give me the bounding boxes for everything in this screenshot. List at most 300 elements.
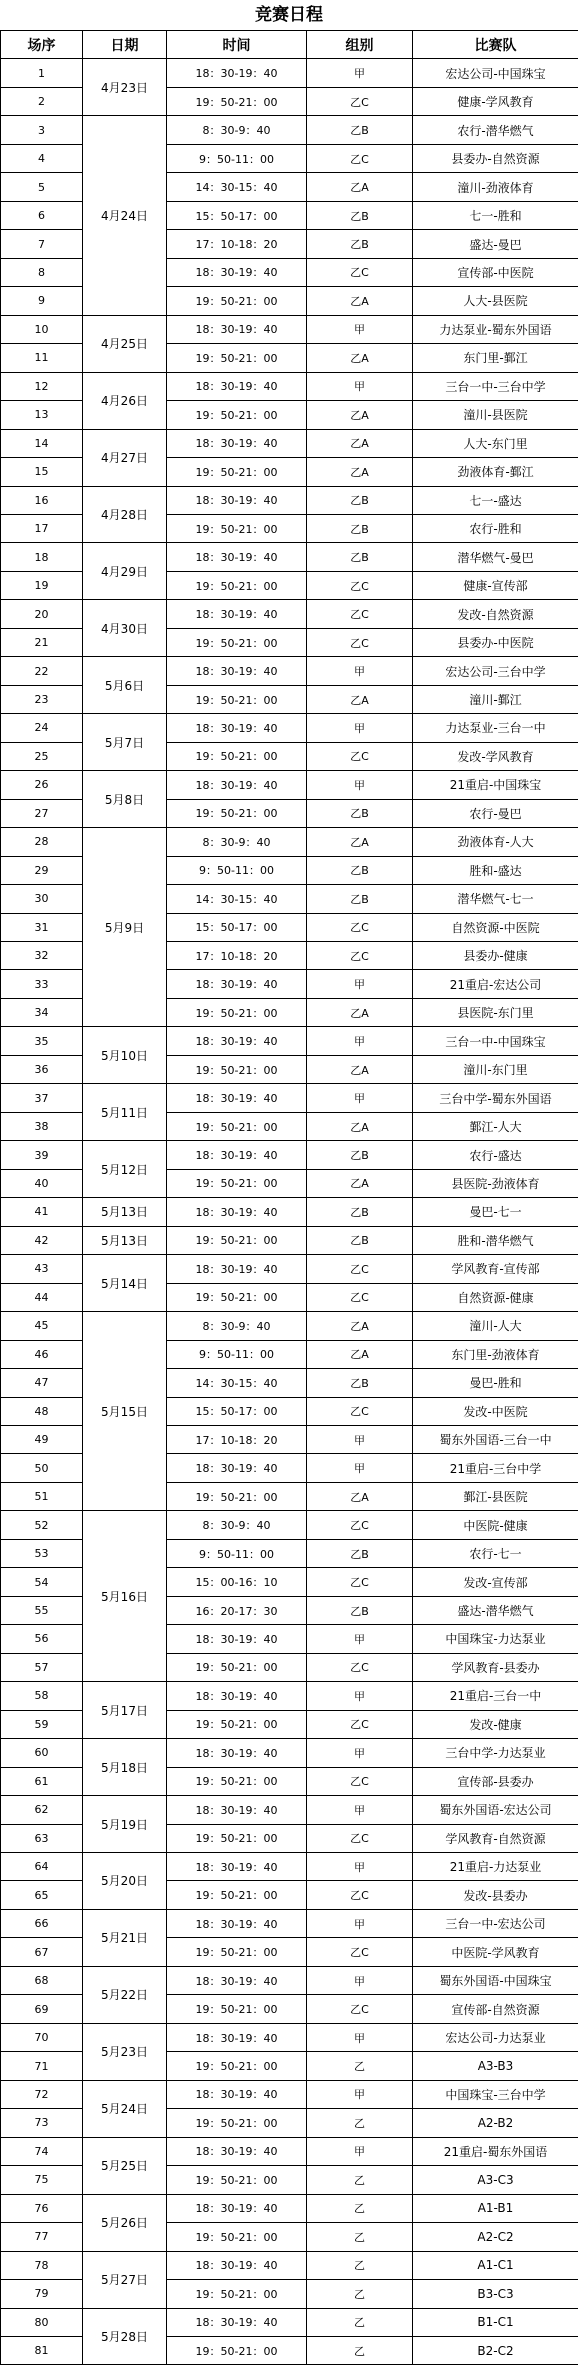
match-number: 58 xyxy=(1,1682,83,1710)
table-row xyxy=(1,116,578,144)
table-row xyxy=(1,828,578,856)
match-time: 18：30-19：40 xyxy=(167,1739,307,1767)
match-teams: 农行-曼巴 xyxy=(413,799,578,827)
match-date: 4月24日 xyxy=(83,116,167,315)
match-number: 42 xyxy=(1,1226,83,1254)
match-teams: A2-B2 xyxy=(413,2109,578,2137)
match-date: 5月23日 xyxy=(83,2023,167,2080)
match-date: 5月12日 xyxy=(83,1141,167,1198)
match-time: 19：50-21：00 xyxy=(167,1824,307,1852)
match-time: 18：30-19：40 xyxy=(167,543,307,571)
match-time: 18：30-19：40 xyxy=(167,1084,307,1112)
match-time: 14：30-15：40 xyxy=(167,885,307,913)
match-group: 乙C xyxy=(307,1283,413,1311)
match-time: 18：30-19：40 xyxy=(167,59,307,87)
page-title: 竞赛日程 xyxy=(255,5,323,25)
match-group: 乙A xyxy=(307,828,413,856)
match-time: 19：50-21：00 xyxy=(167,2280,307,2308)
match-number: 61 xyxy=(1,1767,83,1795)
match-time: 19：50-21：00 xyxy=(167,1055,307,1083)
match-date: 4月25日 xyxy=(83,315,167,372)
match-date: 5月15日 xyxy=(83,1312,167,1511)
match-time: 18：30-19：40 xyxy=(167,486,307,514)
match-teams: 七一-胜和 xyxy=(413,201,578,229)
match-group: 甲 xyxy=(307,2080,413,2108)
match-time: 9：50-11：00 xyxy=(167,1340,307,1368)
match-group: 乙B xyxy=(307,1369,413,1397)
match-number: 76 xyxy=(1,2194,83,2222)
match-number: 36 xyxy=(1,1055,83,1083)
table-row xyxy=(1,1027,578,1055)
match-teams: 发改-自然资源 xyxy=(413,600,578,628)
match-time: 9：50-11：00 xyxy=(167,856,307,884)
match-group: 甲 xyxy=(307,970,413,998)
match-time: 18：30-19：40 xyxy=(167,2080,307,2108)
match-group: 乙 xyxy=(307,2166,413,2194)
table-row xyxy=(1,657,578,685)
match-group: 乙A xyxy=(307,685,413,713)
match-group: 甲 xyxy=(307,714,413,742)
match-time: 19：50-21：00 xyxy=(167,2336,307,2364)
match-time: 18：30-19：40 xyxy=(167,1255,307,1283)
match-number: 72 xyxy=(1,2080,83,2108)
match-number: 29 xyxy=(1,856,83,884)
match-number: 51 xyxy=(1,1482,83,1510)
match-group: 甲 xyxy=(307,1682,413,1710)
match-number: 47 xyxy=(1,1369,83,1397)
match-group: 甲 xyxy=(307,1853,413,1881)
match-number: 11 xyxy=(1,344,83,372)
match-time: 19：50-21：00 xyxy=(167,287,307,315)
match-group: 甲 xyxy=(307,1966,413,1994)
match-group: 乙B xyxy=(307,486,413,514)
match-number: 40 xyxy=(1,1169,83,1197)
match-group: 乙C xyxy=(307,1938,413,1966)
match-number: 75 xyxy=(1,2166,83,2194)
schedule-table xyxy=(0,30,578,2365)
match-number: 77 xyxy=(1,2223,83,2251)
match-group: 乙C xyxy=(307,913,413,941)
match-number: 69 xyxy=(1,1995,83,2023)
match-time: 8：30-9：40 xyxy=(167,1312,307,1340)
header-row xyxy=(1,31,578,59)
match-group: 乙B xyxy=(307,1226,413,1254)
match-date: 5月11日 xyxy=(83,1084,167,1141)
match-teams: 潼川-县医院 xyxy=(413,401,578,429)
table-row xyxy=(1,429,578,457)
match-group: 甲 xyxy=(307,1739,413,1767)
match-teams: 县委办-健康 xyxy=(413,942,578,970)
match-date: 5月8日 xyxy=(83,771,167,828)
match-group: 乙C xyxy=(307,1397,413,1425)
match-group: 甲 xyxy=(307,59,413,87)
match-group: 乙A xyxy=(307,1312,413,1340)
match-teams: 曼巴-胜和 xyxy=(413,1369,578,1397)
match-number: 4 xyxy=(1,144,83,172)
match-number: 81 xyxy=(1,2336,83,2364)
match-teams: 学风教育-县委办 xyxy=(413,1653,578,1681)
table-header xyxy=(1,31,578,59)
match-teams: 宏达公司-三台中学 xyxy=(413,657,578,685)
match-number: 7 xyxy=(1,230,83,258)
match-number: 1 xyxy=(1,59,83,87)
match-time: 18：30-19：40 xyxy=(167,1909,307,1937)
match-teams: 中国珠宝-三台中学 xyxy=(413,2080,578,2108)
match-group: 甲 xyxy=(307,1084,413,1112)
match-number: 25 xyxy=(1,742,83,770)
match-time: 18：30-19：40 xyxy=(167,1966,307,1994)
match-number: 28 xyxy=(1,828,83,856)
table-body xyxy=(1,59,578,2365)
match-teams: 学风教育-宣传部 xyxy=(413,1255,578,1283)
match-date: 5月9日 xyxy=(83,828,167,1027)
match-date: 5月6日 xyxy=(83,657,167,714)
match-teams: 21重启-中国珠宝 xyxy=(413,771,578,799)
match-group: 乙C xyxy=(307,1568,413,1596)
match-teams: 农行-潜华燃气 xyxy=(413,116,578,144)
match-time: 18：30-19：40 xyxy=(167,258,307,286)
table-row xyxy=(1,1255,578,1283)
match-number: 13 xyxy=(1,401,83,429)
match-number: 34 xyxy=(1,998,83,1026)
match-teams: 发改-健康 xyxy=(413,1710,578,1738)
match-date: 4月27日 xyxy=(83,429,167,486)
match-group: 乙C xyxy=(307,1653,413,1681)
match-number: 45 xyxy=(1,1312,83,1340)
match-teams: A3-C3 xyxy=(413,2166,578,2194)
match-time: 18：30-19：40 xyxy=(167,1198,307,1226)
table-row xyxy=(1,1084,578,1112)
match-time: 19：50-21：00 xyxy=(167,1881,307,1909)
match-time: 18：30-19：40 xyxy=(167,2308,307,2336)
match-teams: 东门里-劲液体育 xyxy=(413,1340,578,1368)
match-number: 49 xyxy=(1,1425,83,1453)
match-time: 18：30-19：40 xyxy=(167,1027,307,1055)
match-number: 38 xyxy=(1,1112,83,1140)
table-row xyxy=(1,2137,578,2165)
match-group: 乙C xyxy=(307,1511,413,1539)
match-number: 70 xyxy=(1,2023,83,2051)
match-time: 19：50-21：00 xyxy=(167,742,307,770)
match-number: 74 xyxy=(1,2137,83,2165)
match-time: 19：50-21：00 xyxy=(167,1767,307,1795)
table-row xyxy=(1,714,578,742)
match-date: 5月18日 xyxy=(83,1739,167,1796)
match-time: 18：30-19：40 xyxy=(167,2023,307,2051)
match-teams: 人大-东门里 xyxy=(413,429,578,457)
match-teams: 胜和-潜华燃气 xyxy=(413,1226,578,1254)
table-row xyxy=(1,1966,578,1994)
table-row xyxy=(1,1141,578,1169)
table-row xyxy=(1,543,578,571)
match-teams: 学风教育-自然资源 xyxy=(413,1824,578,1852)
match-time: 19：50-21：00 xyxy=(167,571,307,599)
match-date: 5月24日 xyxy=(83,2080,167,2137)
match-time: 8：30-9：40 xyxy=(167,1511,307,1539)
match-number: 54 xyxy=(1,1568,83,1596)
match-group: 乙A xyxy=(307,173,413,201)
match-time: 19：50-21：00 xyxy=(167,2223,307,2251)
match-teams: 发改-宣传部 xyxy=(413,1568,578,1596)
match-number: 3 xyxy=(1,116,83,144)
table-row xyxy=(1,2251,578,2279)
table-row xyxy=(1,2308,578,2336)
match-group: 甲 xyxy=(307,315,413,343)
match-number: 55 xyxy=(1,1596,83,1624)
match-date: 5月25日 xyxy=(83,2137,167,2194)
match-teams: 胜和-盛达 xyxy=(413,856,578,884)
match-number: 27 xyxy=(1,799,83,827)
match-date: 4月23日 xyxy=(83,59,167,116)
match-time: 17：10-18：20 xyxy=(167,230,307,258)
match-time: 19：50-21：00 xyxy=(167,401,307,429)
match-date: 5月27日 xyxy=(83,2251,167,2308)
match-teams: 健康-学风教育 xyxy=(413,87,578,115)
match-teams: 三台一中-三台中学 xyxy=(413,372,578,400)
match-group: 乙C xyxy=(307,87,413,115)
match-teams: B2-C2 xyxy=(413,2336,578,2364)
table-row xyxy=(1,1682,578,1710)
match-group: 乙C xyxy=(307,600,413,628)
match-number: 56 xyxy=(1,1625,83,1653)
match-group: 乙C xyxy=(307,1824,413,1852)
match-date: 4月28日 xyxy=(83,486,167,543)
match-group: 乙B xyxy=(307,1596,413,1624)
match-time: 15：00-16：10 xyxy=(167,1568,307,1596)
match-group: 乙B xyxy=(307,799,413,827)
match-group: 甲 xyxy=(307,771,413,799)
match-teams: 三台一中-宏达公司 xyxy=(413,1909,578,1937)
match-group: 乙C xyxy=(307,942,413,970)
match-group: 乙 xyxy=(307,2194,413,2222)
match-time: 19：50-21：00 xyxy=(167,1938,307,1966)
match-group: 乙 xyxy=(307,2251,413,2279)
match-teams: 县委办-自然资源 xyxy=(413,144,578,172)
match-time: 14：30-15：40 xyxy=(167,1369,307,1397)
match-teams: 县医院-东门里 xyxy=(413,998,578,1026)
match-date: 5月19日 xyxy=(83,1796,167,1853)
match-group: 甲 xyxy=(307,657,413,685)
match-group: 乙C xyxy=(307,1767,413,1795)
match-number: 18 xyxy=(1,543,83,571)
match-time: 18：30-19：40 xyxy=(167,429,307,457)
match-teams: 21重启-蜀东外国语 xyxy=(413,2137,578,2165)
match-time: 18：30-19：40 xyxy=(167,1796,307,1824)
match-number: 20 xyxy=(1,600,83,628)
table-row xyxy=(1,1312,578,1340)
match-time: 18：30-19：40 xyxy=(167,600,307,628)
match-number: 78 xyxy=(1,2251,83,2279)
match-group: 乙B xyxy=(307,885,413,913)
table-row xyxy=(1,486,578,514)
match-time: 18：30-19：40 xyxy=(167,315,307,343)
match-time: 19：50-21：00 xyxy=(167,514,307,542)
match-number: 66 xyxy=(1,1909,83,1937)
header-date: 日期 xyxy=(83,31,167,59)
match-teams: 宣传部-自然资源 xyxy=(413,1995,578,2023)
match-teams: A2-C2 xyxy=(413,2223,578,2251)
match-group: 乙B xyxy=(307,116,413,144)
match-number: 79 xyxy=(1,2280,83,2308)
match-teams: A1-C1 xyxy=(413,2251,578,2279)
match-number: 48 xyxy=(1,1397,83,1425)
match-group: 甲 xyxy=(307,1454,413,1482)
match-group: 乙C xyxy=(307,1995,413,2023)
match-group: 甲 xyxy=(307,1425,413,1453)
match-teams: 中国珠宝-力达泵业 xyxy=(413,1625,578,1653)
match-group: 甲 xyxy=(307,372,413,400)
match-number: 60 xyxy=(1,1739,83,1767)
match-teams: 潼川-劲液体育 xyxy=(413,173,578,201)
match-group: 乙B xyxy=(307,201,413,229)
match-time: 8：30-9：40 xyxy=(167,828,307,856)
match-teams: 蜀东外国语-宏达公司 xyxy=(413,1796,578,1824)
match-teams: 鄞江-县医院 xyxy=(413,1482,578,1510)
match-number: 41 xyxy=(1,1198,83,1226)
match-number: 12 xyxy=(1,372,83,400)
match-date: 5月20日 xyxy=(83,1853,167,1910)
match-teams: 三台中学-蜀东外国语 xyxy=(413,1084,578,1112)
match-group: 乙 xyxy=(307,2336,413,2364)
match-number: 8 xyxy=(1,258,83,286)
match-group: 乙C xyxy=(307,628,413,656)
match-group: 乙C xyxy=(307,1710,413,1738)
match-group: 乙A xyxy=(307,1055,413,1083)
match-number: 16 xyxy=(1,486,83,514)
match-number: 43 xyxy=(1,1255,83,1283)
header-time: 时间 xyxy=(167,31,307,59)
match-number: 2 xyxy=(1,87,83,115)
match-group: 乙A xyxy=(307,998,413,1026)
match-teams: 鄞江-人大 xyxy=(413,1112,578,1140)
match-number: 26 xyxy=(1,771,83,799)
match-teams: 曼巴-七一 xyxy=(413,1198,578,1226)
match-time: 18：30-19：40 xyxy=(167,714,307,742)
match-teams: 农行-七一 xyxy=(413,1539,578,1567)
match-date: 5月14日 xyxy=(83,1255,167,1312)
match-teams: 发改-县委办 xyxy=(413,1881,578,1909)
match-group: 乙B xyxy=(307,514,413,542)
match-number: 71 xyxy=(1,2052,83,2080)
match-number: 50 xyxy=(1,1454,83,1482)
match-number: 35 xyxy=(1,1027,83,1055)
match-number: 67 xyxy=(1,1938,83,1966)
match-time: 18：30-19：40 xyxy=(167,2251,307,2279)
match-time: 18：30-19：40 xyxy=(167,771,307,799)
match-teams: 力达泵业-三台一中 xyxy=(413,714,578,742)
match-time: 19：50-21：00 xyxy=(167,799,307,827)
table-row xyxy=(1,1853,578,1881)
match-date: 4月30日 xyxy=(83,600,167,657)
match-time: 19：50-21：00 xyxy=(167,998,307,1026)
match-date: 5月17日 xyxy=(83,1682,167,1739)
match-teams: 蜀东外国语-中国珠宝 xyxy=(413,1966,578,1994)
match-time: 19：50-21：00 xyxy=(167,1482,307,1510)
match-group: 甲 xyxy=(307,1909,413,1937)
match-date: 4月26日 xyxy=(83,372,167,429)
match-time: 18：30-19：40 xyxy=(167,657,307,685)
match-number: 17 xyxy=(1,514,83,542)
match-number: 21 xyxy=(1,628,83,656)
match-teams: 21重启-力达泵业 xyxy=(413,1853,578,1881)
match-time: 9：50-11：00 xyxy=(167,1539,307,1567)
match-time: 19：50-21：00 xyxy=(167,1283,307,1311)
match-number: 53 xyxy=(1,1539,83,1567)
match-group: 乙A xyxy=(307,458,413,486)
match-teams: 自然资源-中医院 xyxy=(413,913,578,941)
match-number: 6 xyxy=(1,201,83,229)
match-number: 33 xyxy=(1,970,83,998)
match-teams: 人大-县医院 xyxy=(413,287,578,315)
match-time: 8：30-9：40 xyxy=(167,116,307,144)
match-date: 5月7日 xyxy=(83,714,167,771)
match-group: 甲 xyxy=(307,2023,413,2051)
match-group: 甲 xyxy=(307,1027,413,1055)
match-group: 乙 xyxy=(307,2280,413,2308)
table-row xyxy=(1,1739,578,1767)
match-group: 乙C xyxy=(307,258,413,286)
match-teams: 宏达公司-中国珠宝 xyxy=(413,59,578,87)
match-number: 5 xyxy=(1,173,83,201)
match-number: 65 xyxy=(1,1881,83,1909)
match-group: 乙C xyxy=(307,144,413,172)
match-number: 24 xyxy=(1,714,83,742)
match-time: 14：30-15：40 xyxy=(167,173,307,201)
match-time: 17：10-18：20 xyxy=(167,1425,307,1453)
match-time: 16：20-17：30 xyxy=(167,1596,307,1624)
match-teams: 中医院-学风教育 xyxy=(413,1938,578,1966)
match-teams: 县医院-劲液体育 xyxy=(413,1169,578,1197)
match-group: 乙B xyxy=(307,856,413,884)
match-teams: 三台中学-力达泵业 xyxy=(413,1739,578,1767)
match-time: 19：50-21：00 xyxy=(167,628,307,656)
match-number: 19 xyxy=(1,571,83,599)
match-teams: 东门里-鄞江 xyxy=(413,344,578,372)
match-time: 18：30-19：40 xyxy=(167,970,307,998)
match-number: 9 xyxy=(1,287,83,315)
match-teams: 三台一中-中国珠宝 xyxy=(413,1027,578,1055)
table-row xyxy=(1,372,578,400)
match-teams: 潜华燃气-曼巴 xyxy=(413,543,578,571)
match-teams: 发改-中医院 xyxy=(413,1397,578,1425)
match-number: 31 xyxy=(1,913,83,941)
match-date: 5月10日 xyxy=(83,1027,167,1084)
table-row xyxy=(1,600,578,628)
match-date: 5月28日 xyxy=(83,2308,167,2365)
header-match-number: 场序 xyxy=(1,31,83,59)
match-number: 57 xyxy=(1,1653,83,1681)
match-teams: 21重启-三台中学 xyxy=(413,1454,578,1482)
match-number: 23 xyxy=(1,685,83,713)
match-teams: 农行-盛达 xyxy=(413,1141,578,1169)
match-group: 乙 xyxy=(307,2223,413,2251)
match-teams: 健康-宣传部 xyxy=(413,571,578,599)
match-number: 52 xyxy=(1,1511,83,1539)
match-teams: 农行-胜和 xyxy=(413,514,578,542)
match-number: 10 xyxy=(1,315,83,343)
match-group: 乙C xyxy=(307,1881,413,1909)
match-number: 62 xyxy=(1,1796,83,1824)
match-teams: 21重启-三台一中 xyxy=(413,1682,578,1710)
table-row xyxy=(1,2023,578,2051)
match-group: 乙A xyxy=(307,344,413,372)
match-number: 30 xyxy=(1,885,83,913)
match-time: 19：50-21：00 xyxy=(167,2052,307,2080)
match-teams: 自然资源-健康 xyxy=(413,1283,578,1311)
match-number: 22 xyxy=(1,657,83,685)
match-teams: 宣传部-县委办 xyxy=(413,1767,578,1795)
match-group: 乙 xyxy=(307,2052,413,2080)
